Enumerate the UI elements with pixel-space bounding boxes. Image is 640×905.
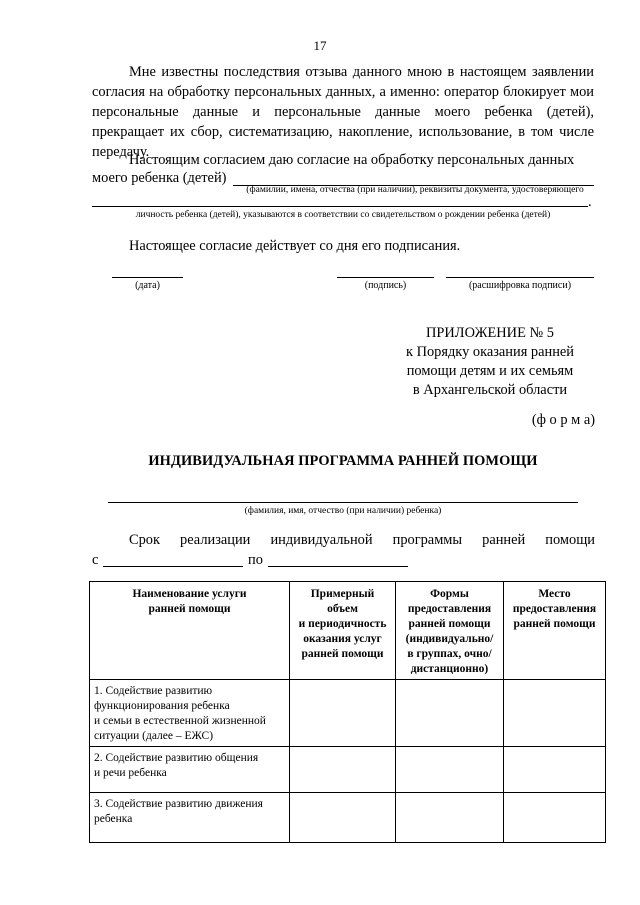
consent-lead-paragraph: Настоящим согласием даю согласие на обработку персональных данных [129, 152, 575, 168]
table-row [90, 680, 606, 747]
table-row [90, 747, 606, 793]
date-fill-line[interactable] [112, 277, 183, 278]
volume-cell[interactable] [290, 793, 396, 843]
place-cell[interactable] [504, 747, 606, 793]
child-names-hint: (фамилии, имена, отчества (при наличии), реквизиты документа, удостоверяющего [246, 185, 584, 195]
line-period: . [588, 194, 592, 210]
signature-label: (подпись) [364, 280, 407, 291]
table-row [90, 793, 606, 843]
appendix-number: ПРИЛОЖЕНИЕ № 5 [426, 325, 554, 341]
signature-decode-fill-line[interactable] [446, 277, 594, 278]
header-forms: Формы предоставления ранней помощи (индивидуально/ в группах, очно/ дистанционно) [396, 582, 504, 680]
consent-revocation-paragraph: Мне известны последствия отзыва данного мною в настоящем заявлении согласия на обработку персональных данных, а именно: оператор блокирует мои персональные данные и персональные данные моего ребенка (детей), прекращает их сбор, систематизацию, накопление, использование, в том числе передачу. [92, 64, 594, 160]
appendix-ref-line4: в Архангельской области [412, 382, 568, 398]
child-name-fill-line[interactable] [108, 502, 578, 503]
forms-cell[interactable] [396, 680, 504, 747]
child-document-hint: личность ребенка (детей), указываются в соответствии со свидетельством о рождении ребенка (детей) [135, 210, 551, 220]
service-name-cell: 3. Содействие развитию движения ребенка [90, 793, 290, 843]
forms-cell[interactable] [396, 793, 504, 843]
place-cell[interactable] [504, 793, 606, 843]
child-document-fill-line[interactable] [92, 206, 588, 207]
term-line: Срок реализации индивидуальной программы ранней помощи [129, 532, 595, 548]
term-to-fill-line[interactable] [268, 566, 408, 567]
term-from-fill-line[interactable] [103, 566, 243, 567]
forms-cell[interactable] [396, 747, 504, 793]
form-label: (ф о р м а) [531, 412, 595, 428]
place-cell[interactable] [504, 680, 606, 747]
appendix-ref-line3: помощи детям и их семьям [406, 363, 574, 379]
volume-cell[interactable] [290, 680, 396, 747]
header-place: Место предоставления ранней помощи [504, 582, 606, 680]
consent-child-label: моего ребенка (детей) [92, 170, 227, 186]
service-name-cell: 2. Содействие развитию общения и речи ребенка [90, 747, 290, 793]
term-from-label: с [92, 552, 99, 568]
program-table [89, 581, 606, 843]
document-title: ИНДИВИДУАЛЬНАЯ ПРОГРАММА РАННЕЙ ПОМОЩИ [148, 453, 538, 469]
page-number: 17 [313, 38, 327, 53]
signature-decode-label: (расшифровка подписи) [468, 280, 572, 291]
table-header-row [90, 582, 606, 680]
validity-statement: Настоящее согласие действует со дня его подписания. [129, 238, 461, 254]
date-label: (дата) [135, 280, 160, 291]
child-name-hint: (фамилия, имя, отчество (при наличии) ребенка) [244, 506, 442, 516]
header-service-name: Наименование услуги ранней помощи [90, 582, 290, 680]
header-volume-periodicity: Примерный объем и периодичность оказания услуг ранней помощи [290, 582, 396, 680]
signature-fill-line[interactable] [337, 277, 434, 278]
appendix-block [385, 324, 595, 400]
service-name-cell: 1. Содействие развитию функционирования ребенка и семьи в естественной жизненной ситуации (далее – ЕЖС) [90, 680, 290, 747]
volume-cell[interactable] [290, 747, 396, 793]
term-to-label: по [248, 552, 263, 568]
appendix-ref-line2: к Порядку оказания ранней [405, 344, 574, 360]
